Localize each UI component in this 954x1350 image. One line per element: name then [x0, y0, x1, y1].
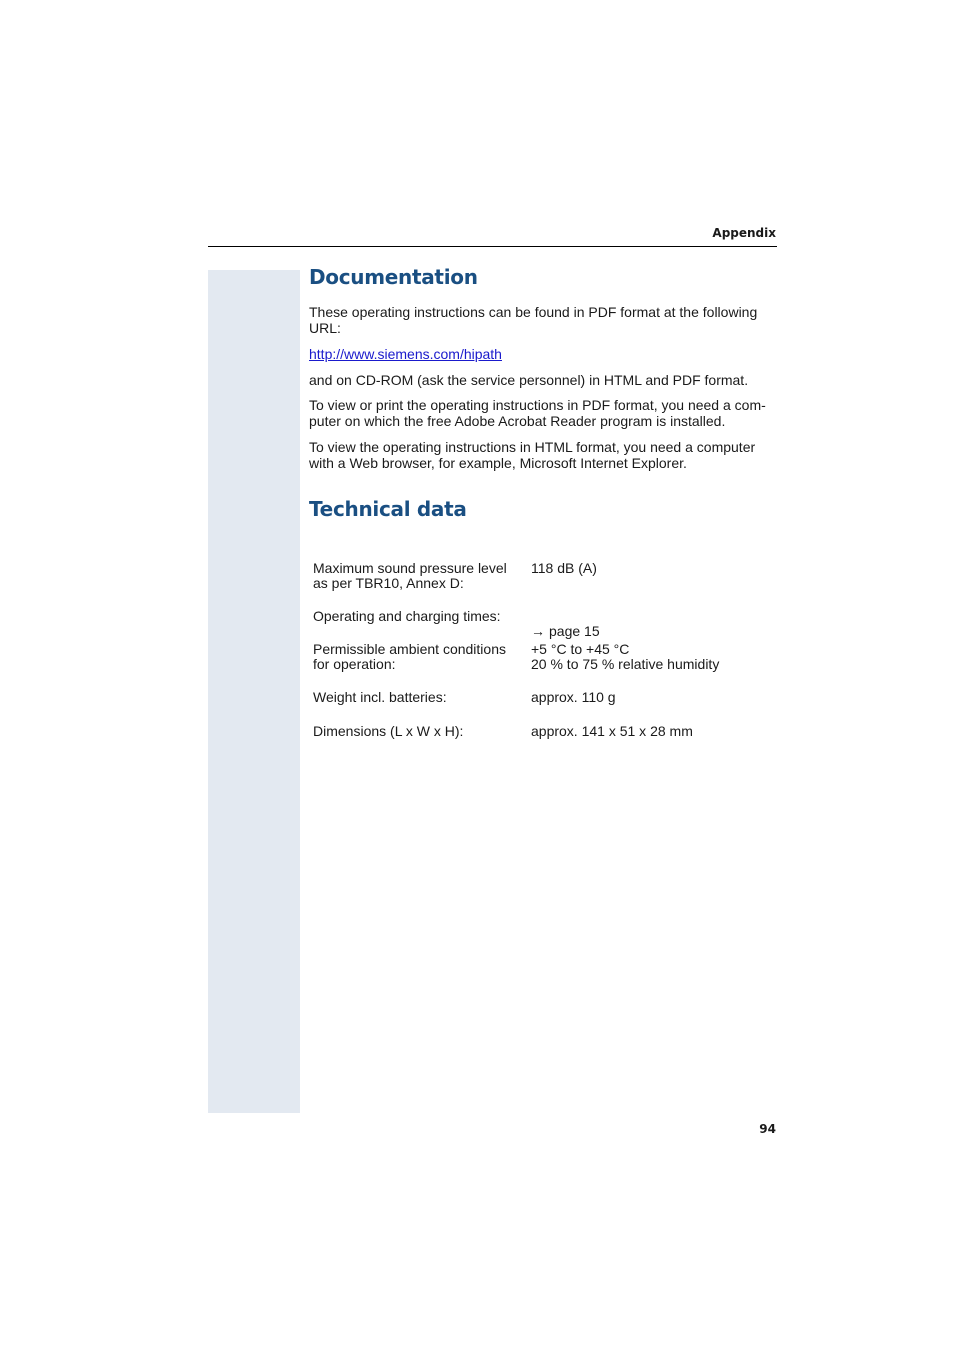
documentation-heading: Documentation — [309, 265, 478, 289]
technical-data-heading: Technical data — [309, 497, 467, 521]
page-number: 94 — [759, 1122, 776, 1136]
spec-value-ambient-conditions: +5 °C to +45 °C 20 % to 75 % relative humidity — [531, 641, 720, 672]
arrow-right-icon: → — [531, 623, 545, 639]
spec-value-operating-times — [531, 609, 771, 639]
documentation-pdf-note: To view or print the operating instructions in PDF format, you need a com-puter on which the free Adobe Acrobat Reader program is installed. — [309, 397, 766, 429]
spec-value-sound-pressure: 118 dB (A) — [531, 560, 597, 576]
section-label: Appendix — [712, 226, 776, 240]
spec-label-dimensions: Dimensions (L x W x H): — [313, 723, 464, 739]
documentation-cdrom: and on CD-ROM (ask the service personnel) in HTML and PDF format. — [309, 372, 749, 388]
spec-label-weight: Weight incl. batteries: — [313, 689, 447, 705]
documentation-link-para — [309, 346, 779, 362]
documentation-html-note: To view the operating instructions in HTML format, you need a computer with a Web browser, for example, Microsoft Internet Explorer. — [309, 439, 756, 471]
spec-label-sound-pressure: Maximum sound pressure level as per TBR10, Annex D: — [313, 560, 507, 591]
spec-value-dimensions: approx. 141 x 51 x 28 mm — [531, 723, 693, 739]
margin-sidebar — [208, 270, 300, 1113]
documentation-intro: These operating instructions can be found in PDF format at the following URL: — [309, 304, 758, 336]
page-reference[interactable]: page 15 — [549, 623, 600, 639]
header-rule — [208, 246, 777, 247]
spec-value-weight: approx. 110 g — [531, 689, 616, 705]
siemens-hipath-link[interactable]: http://www.siemens.com/hipath — [309, 346, 502, 362]
spec-label-operating-times: Operating and charging times: — [313, 608, 501, 624]
spec-label-ambient-conditions: Permissible ambient conditions for operation: — [313, 641, 506, 672]
